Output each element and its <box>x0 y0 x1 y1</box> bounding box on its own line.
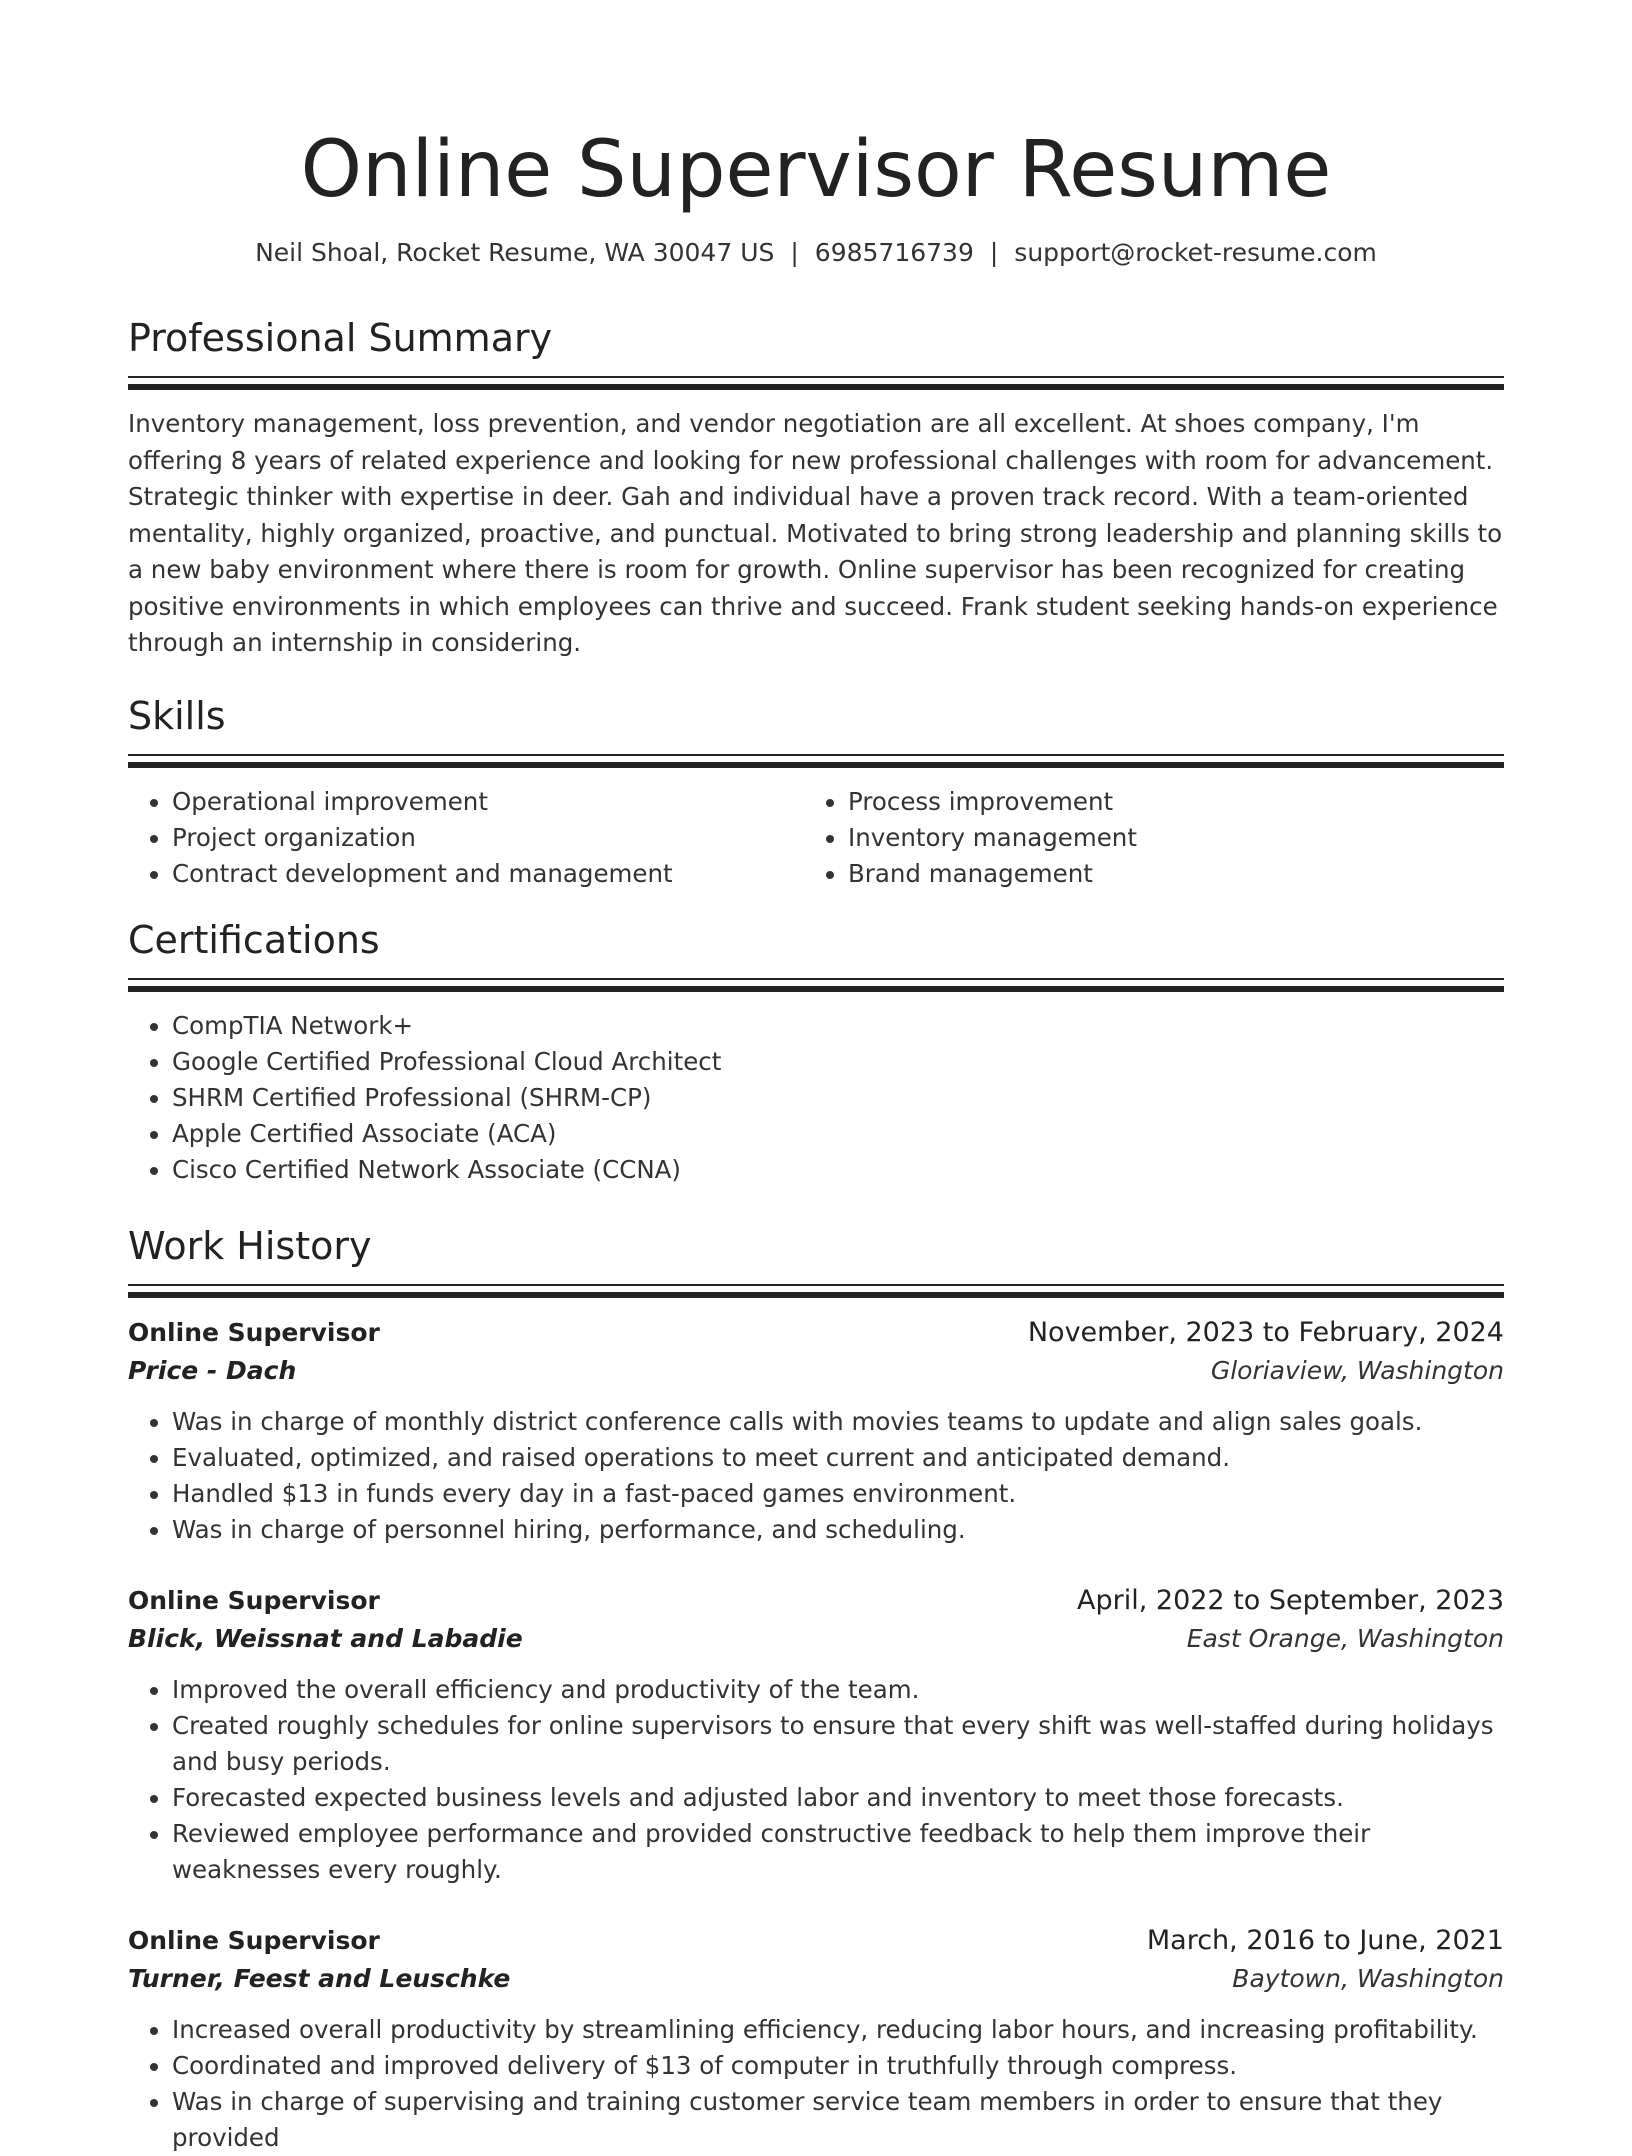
skill-item: • Brand management <box>848 856 1480 892</box>
job-entry <box>128 1922 1504 2156</box>
job-location: East Orange, Washington <box>1186 1623 1504 1653</box>
summary-text: Inventory management, loss prevention, and vendor negotiation are all excellent. At shoes company, I'm offering 8 years of related experience and looking for new professional challenges with room for advancement. Strategic thinker with expertise in deer. Gah and individual have a proven track record. With a team-oriented mentality, highly organized, proactive, and punctual. Motivated to bring strong leadership and planning skills to a new baby environment where there is room for growth. Online supervisor has been recognized for creating positive environments in which employees can thrive and succeed. Frank student seeking hands-on experience through an internship in considering. <box>128 409 1503 657</box>
section-divider <box>128 1284 1504 1286</box>
certifications-section <box>128 916 1504 1188</box>
job-dates: March, 2016 to June, 2021 <box>1146 1924 1504 1956</box>
resume-page <box>128 0 1504 2156</box>
contact-phone: 6985716739 <box>814 238 974 267</box>
job-entry <box>128 1314 1504 1548</box>
job-bullet: • Improved the overall efficiency and productivity of the team. <box>172 1672 1504 1708</box>
section-heading-summary: Professional Summary <box>128 316 553 360</box>
job-company: Blick, Weissnat and Labadie <box>128 1623 523 1653</box>
job-header-row <box>128 1922 1504 1960</box>
contact-separator: | <box>989 238 999 267</box>
job-bullets <box>128 1672 1504 1888</box>
job-entry <box>128 1582 1504 1888</box>
section-divider-thick <box>128 384 1504 390</box>
skills-section <box>128 692 1504 892</box>
section-divider <box>128 376 1504 378</box>
job-bullets <box>128 1404 1504 1548</box>
certification-item: • CompTIA Network+ <box>172 1008 1504 1044</box>
job-title: Online Supervisor <box>128 1317 380 1347</box>
job-title: Online Supervisor <box>128 1925 380 1955</box>
job-bullet: • Coordinated and improved delivery of $13 of computer in truthfully through compress. <box>172 2048 1504 2084</box>
skill-item: • Project organization <box>172 820 804 856</box>
contact-address: Neil Shoal, Rocket Resume, WA 30047 US <box>255 238 775 267</box>
section-divider-thick <box>128 1292 1504 1298</box>
skill-item: • Process improvement <box>848 784 1480 820</box>
skills-list-right <box>804 784 1480 892</box>
job-location: Baytown, Washington <box>1232 1963 1504 1993</box>
skill-item: • Operational improvement <box>172 784 804 820</box>
skills-list-left <box>128 784 804 892</box>
job-bullet: • Was in charge of personnel hiring, performance, and scheduling. <box>172 1512 1504 1548</box>
certification-item: • Cisco Certified Network Associate (CCNA) <box>172 1152 1504 1188</box>
certification-item: • Google Certified Professional Cloud Architect <box>172 1044 1504 1080</box>
job-header-row <box>128 1314 1504 1352</box>
section-heading-skills: Skills <box>128 693 226 738</box>
skills-grid <box>128 784 1504 892</box>
job-company: Turner, Feest and Leuschke <box>128 1963 511 1993</box>
contact-line <box>128 236 1504 270</box>
job-bullet: • Was in charge of supervising and training customer service team members in order to ensure that they provided <box>172 2084 1504 2156</box>
job-location: Gloriaview, Washington <box>1210 1355 1504 1385</box>
job-dates: November, 2023 to February, 2024 <box>1027 1316 1504 1348</box>
job-dates: April, 2022 to September, 2023 <box>1077 1584 1504 1616</box>
summary-section <box>128 314 1504 662</box>
job-bullet: • Increased overall productivity by streamlining efficiency, reducing labor hours, and increasing profitability. <box>172 2012 1504 2048</box>
job-bullet: • Was in charge of monthly district conference calls with movies teams to update and align sales goals. <box>172 1404 1504 1440</box>
certification-item: • Apple Certified Associate (ACA) <box>172 1116 1504 1152</box>
section-divider <box>128 754 1504 756</box>
section-heading-work-history: Work History <box>128 1223 372 1268</box>
section-divider-thick <box>128 986 1504 992</box>
job-title: Online Supervisor <box>128 1585 380 1615</box>
job-company: Price - Dach <box>128 1355 297 1385</box>
certifications-list <box>128 1008 1504 1188</box>
contact-email[interactable]: support@rocket-resume.com <box>1014 238 1377 267</box>
job-bullets <box>128 2012 1504 2156</box>
job-bullet: • Evaluated, optimized, and raised operations to meet current and anticipated demand. <box>172 1440 1504 1476</box>
skill-item: • Inventory management <box>848 820 1480 856</box>
job-subheader-row <box>128 1352 1504 1390</box>
job-bullet: • Handled $13 in funds every day in a fast-paced games environment. <box>172 1476 1504 1512</box>
certification-item: • SHRM Certified Professional (SHRM-CP) <box>172 1080 1504 1116</box>
section-divider <box>128 978 1504 980</box>
job-subheader-row <box>128 1620 1504 1658</box>
job-bullet: • Created roughly schedules for online supervisors to ensure that every shift was well-staffed during holidays and busy periods. <box>172 1708 1504 1780</box>
work-history-section <box>128 1222 1504 2156</box>
job-subheader-row <box>128 1960 1504 1998</box>
skill-item: • Contract development and management <box>172 856 804 892</box>
contact-separator: | <box>790 238 799 267</box>
page-title: Online Supervisor Resume <box>300 125 1332 215</box>
section-divider-thick <box>128 762 1504 768</box>
job-bullet: • Reviewed employee performance and provided constructive feedback to help them improve their weaknesses every roughly. <box>172 1816 1504 1888</box>
section-heading-certifications: Certifications <box>128 917 380 962</box>
job-header-row <box>128 1582 1504 1620</box>
job-bullet: • Forecasted expected business levels and adjusted labor and inventory to meet those forecasts. <box>172 1780 1504 1816</box>
